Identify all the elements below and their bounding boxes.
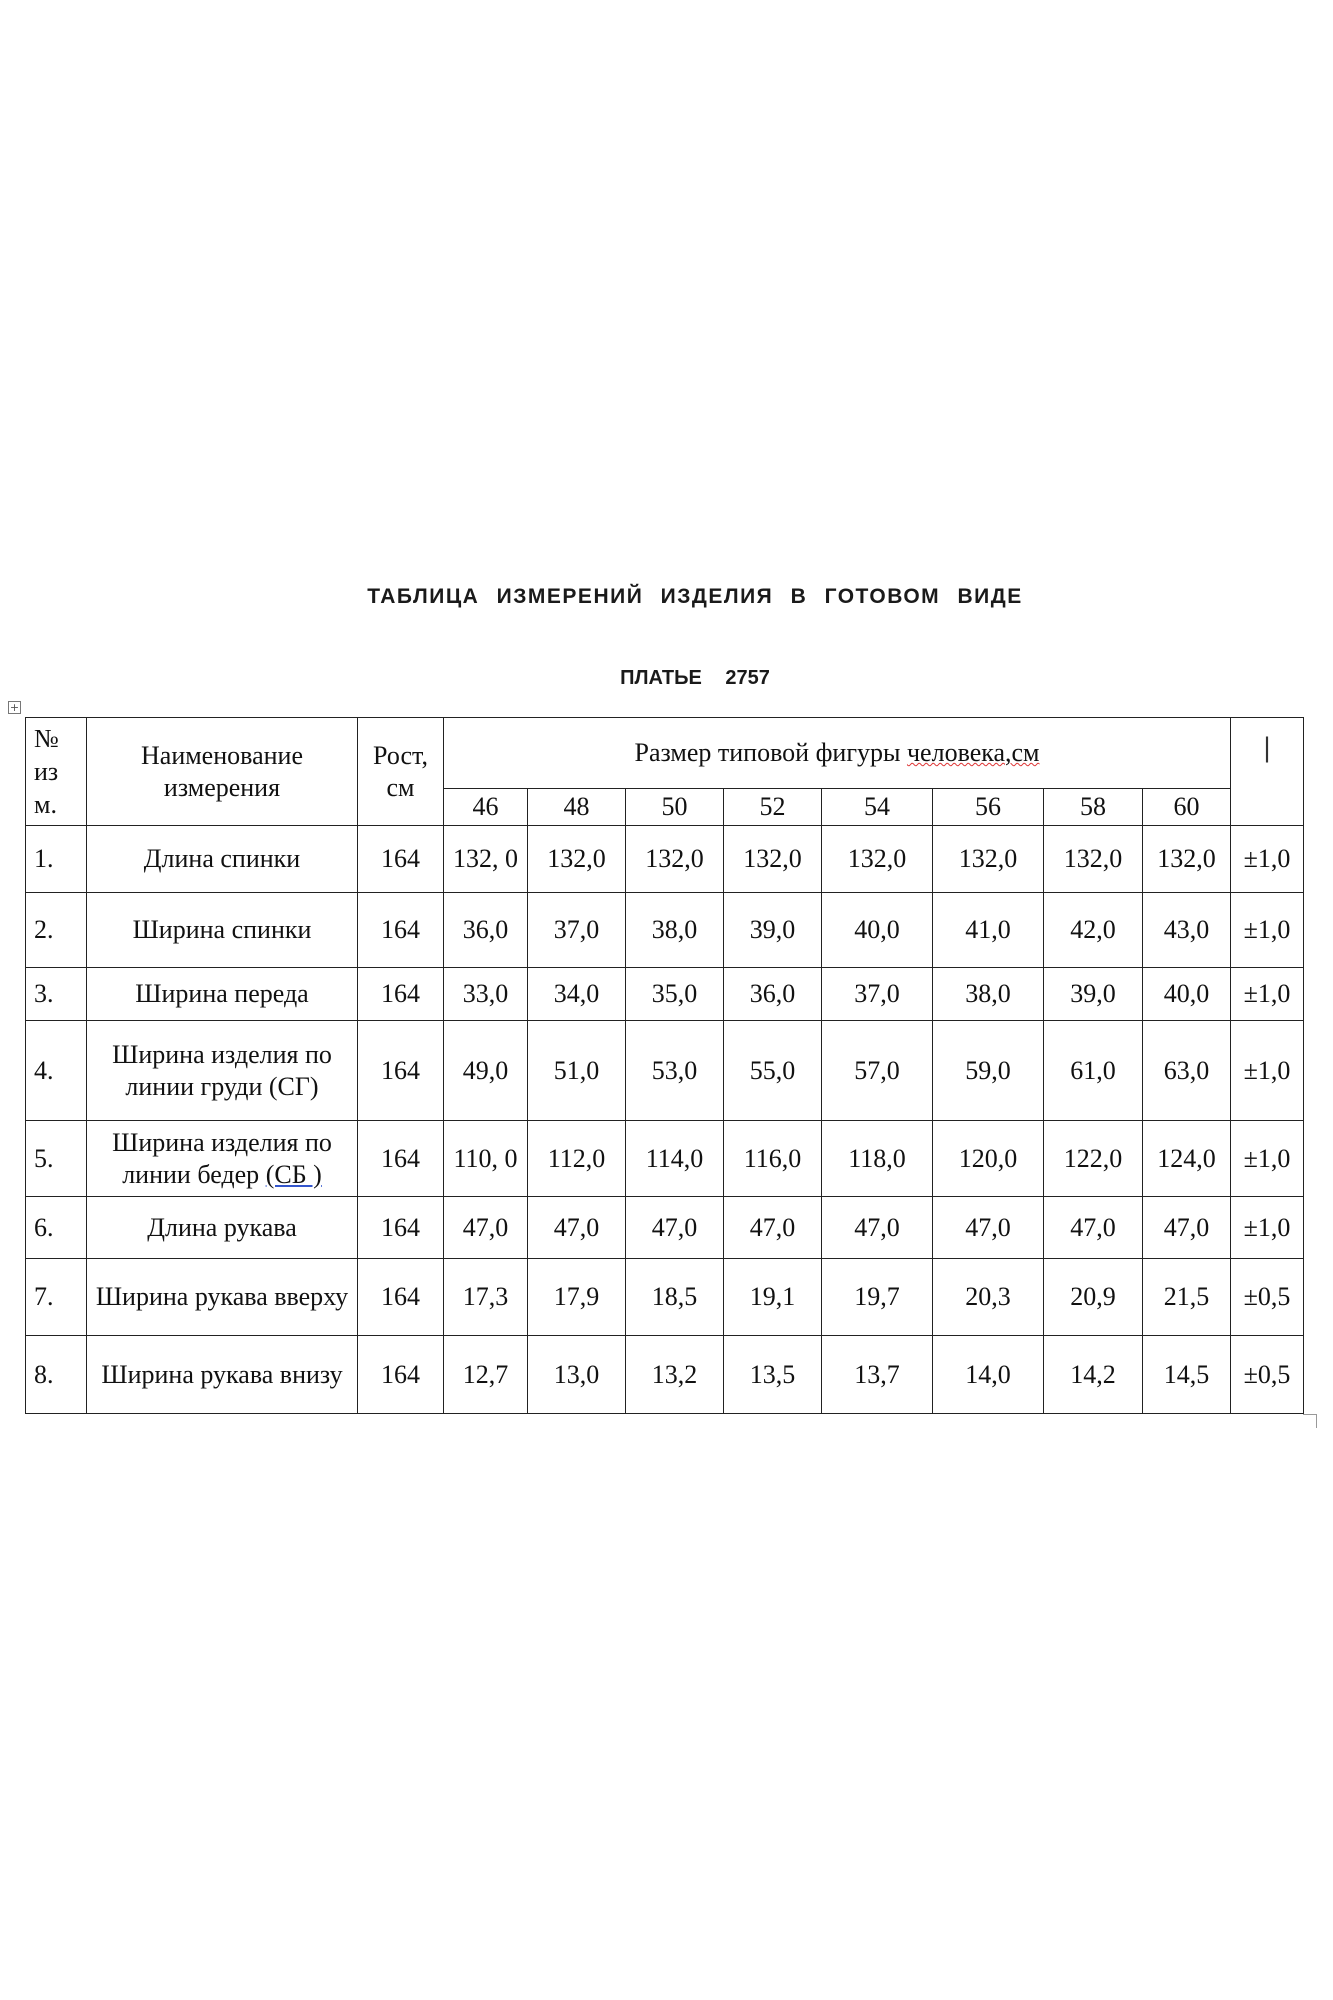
row-height: 164 [358,893,444,968]
row-value: 36,0 [444,893,528,968]
row-name: Ширина изделия по линии груди (СГ) [87,1021,358,1121]
row-num: 8. [26,1336,87,1414]
row-value: 42,0 [1044,893,1143,968]
row-num: 6. [26,1197,87,1259]
row-value: 61,0 [1044,1021,1143,1121]
row-value: 14,5 [1143,1336,1231,1414]
row-name: Ширина рукава внизу [87,1336,358,1414]
row-value: 36,0 [724,968,822,1021]
row-name: Ширина рукава вверху [87,1259,358,1336]
row-value: 18,5 [626,1259,724,1336]
row-height: 164 [358,1336,444,1414]
row-value: 40,0 [1143,968,1231,1021]
size-header: 58 [1044,789,1143,826]
row-value: 47,0 [626,1197,724,1259]
row-num: 2. [26,893,87,968]
row-value: 37,0 [528,893,626,968]
row-tolerance: ±1,0 [1231,1121,1304,1197]
table-row [26,1121,1304,1197]
row-value: 13,7 [822,1336,933,1414]
row-value: 132, 0 [444,826,528,893]
row-tolerance: ±1,0 [1231,893,1304,968]
row-value: 132,0 [933,826,1044,893]
header-num: № из м. [26,718,87,826]
document-title: ТАБЛИЦА ИЗМЕРЕНИЙ ИЗДЕЛИЯ В ГОТОВОМ ВИДЕ [367,585,1023,608]
row-value: 41,0 [933,893,1044,968]
row-height: 164 [358,968,444,1021]
row-value: 59,0 [933,1021,1044,1121]
table-row [26,893,1304,968]
row-value: 39,0 [1044,968,1143,1021]
row-value: 55,0 [724,1021,822,1121]
row-value: 132,0 [528,826,626,893]
size-header: 50 [626,789,724,826]
row-value: 13,5 [724,1336,822,1414]
row-tolerance: ±0,5 [1231,1259,1304,1336]
row-value: 114,0 [626,1121,724,1197]
row-value: 38,0 [933,968,1044,1021]
product-subtitle: ПЛАТЬЕ 2757 [620,667,770,689]
header-row [26,718,1304,789]
row-value: 132,0 [1143,826,1231,893]
row-value: 47,0 [528,1197,626,1259]
row-value: 110, 0 [444,1121,528,1197]
row-num: 4. [26,1021,87,1121]
row-value: 33,0 [444,968,528,1021]
row-value: 47,0 [724,1197,822,1259]
header-size-group-underlined: человека,см [906,738,1040,767]
row-value: 51,0 [528,1021,626,1121]
row-value: 47,0 [444,1197,528,1259]
row-name-prefix: Ширина изделия по линии бедер [112,1127,332,1189]
row-num: 3. [26,968,87,1021]
row-value: 47,0 [1143,1197,1231,1259]
row-name: Длина спинки [87,826,358,893]
row-value: 132,0 [724,826,822,893]
row-value: 47,0 [933,1197,1044,1259]
row-value: 37,0 [822,968,933,1021]
row-value: 57,0 [822,1021,933,1121]
row-value: 116,0 [724,1121,822,1197]
table-row [26,968,1304,1021]
table-move-handle-icon[interactable]: + [9,701,20,714]
row-name: Ширина спинки [87,893,358,968]
header-size-group [444,718,1231,789]
row-value: 49,0 [444,1021,528,1121]
row-value: 35,0 [626,968,724,1021]
row-height: 164 [358,1021,444,1121]
row-tolerance: ±1,0 [1231,826,1304,893]
header-tolerance-mark: | [1262,733,1272,763]
row-value: 13,0 [528,1336,626,1414]
row-value: 34,0 [528,968,626,1021]
row-value: 19,7 [822,1259,933,1336]
row-value: 47,0 [1044,1197,1143,1259]
row-value: 122,0 [1044,1121,1143,1197]
row-value: 118,0 [822,1121,933,1197]
row-tolerance: ±1,0 [1231,1197,1304,1259]
size-header: 48 [528,789,626,826]
header-size-group-prefix: Размер типовой фигуры [634,738,907,767]
row-value: 20,3 [933,1259,1044,1336]
row-value: 13,2 [626,1336,724,1414]
table-row [26,1336,1304,1414]
table-row [26,1259,1304,1336]
row-value: 40,0 [822,893,933,968]
row-value: 132,0 [822,826,933,893]
header-name: Наименование измерения [87,718,358,826]
row-num: 7. [26,1259,87,1336]
row-value: 14,2 [1044,1336,1143,1414]
row-value: 120,0 [933,1121,1044,1197]
row-value: 14,0 [933,1336,1044,1414]
row-value: 38,0 [626,893,724,968]
row-name: Длина рукава [87,1197,358,1259]
size-header: 54 [822,789,933,826]
row-value: 21,5 [1143,1259,1231,1336]
row-value: 20,9 [1044,1259,1143,1336]
row-value: 132,0 [626,826,724,893]
row-value: 17,3 [444,1259,528,1336]
row-value: 19,1 [724,1259,822,1336]
row-name-underlined: (СБ ) [265,1159,322,1189]
header-tolerance [1231,718,1304,826]
row-name [87,1121,358,1197]
row-height: 164 [358,826,444,893]
row-height: 164 [358,1259,444,1336]
row-height: 164 [358,1121,444,1197]
table-row [26,826,1304,893]
row-value: 47,0 [822,1197,933,1259]
table-end-marker [1303,1414,1317,1428]
measurement-table [25,717,1304,1414]
row-value: 124,0 [1143,1121,1231,1197]
table-row [26,1021,1304,1121]
size-header: 56 [933,789,1044,826]
size-header: 46 [444,789,528,826]
row-value: 39,0 [724,893,822,968]
row-num: 5. [26,1121,87,1197]
header-height: Рост, см [358,718,444,826]
row-value: 17,9 [528,1259,626,1336]
row-value: 53,0 [626,1021,724,1121]
size-header: 52 [724,789,822,826]
row-name: Ширина переда [87,968,358,1021]
row-tolerance: ±1,0 [1231,1021,1304,1121]
row-height: 164 [358,1197,444,1259]
row-value: 63,0 [1143,1021,1231,1121]
row-tolerance: ±0,5 [1231,1336,1304,1414]
row-value: 112,0 [528,1121,626,1197]
row-value: 12,7 [444,1336,528,1414]
row-num: 1. [26,826,87,893]
row-tolerance: ±1,0 [1231,968,1304,1021]
table-row [26,1197,1304,1259]
size-header: 60 [1143,789,1231,826]
row-value: 132,0 [1044,826,1143,893]
row-value: 43,0 [1143,893,1231,968]
